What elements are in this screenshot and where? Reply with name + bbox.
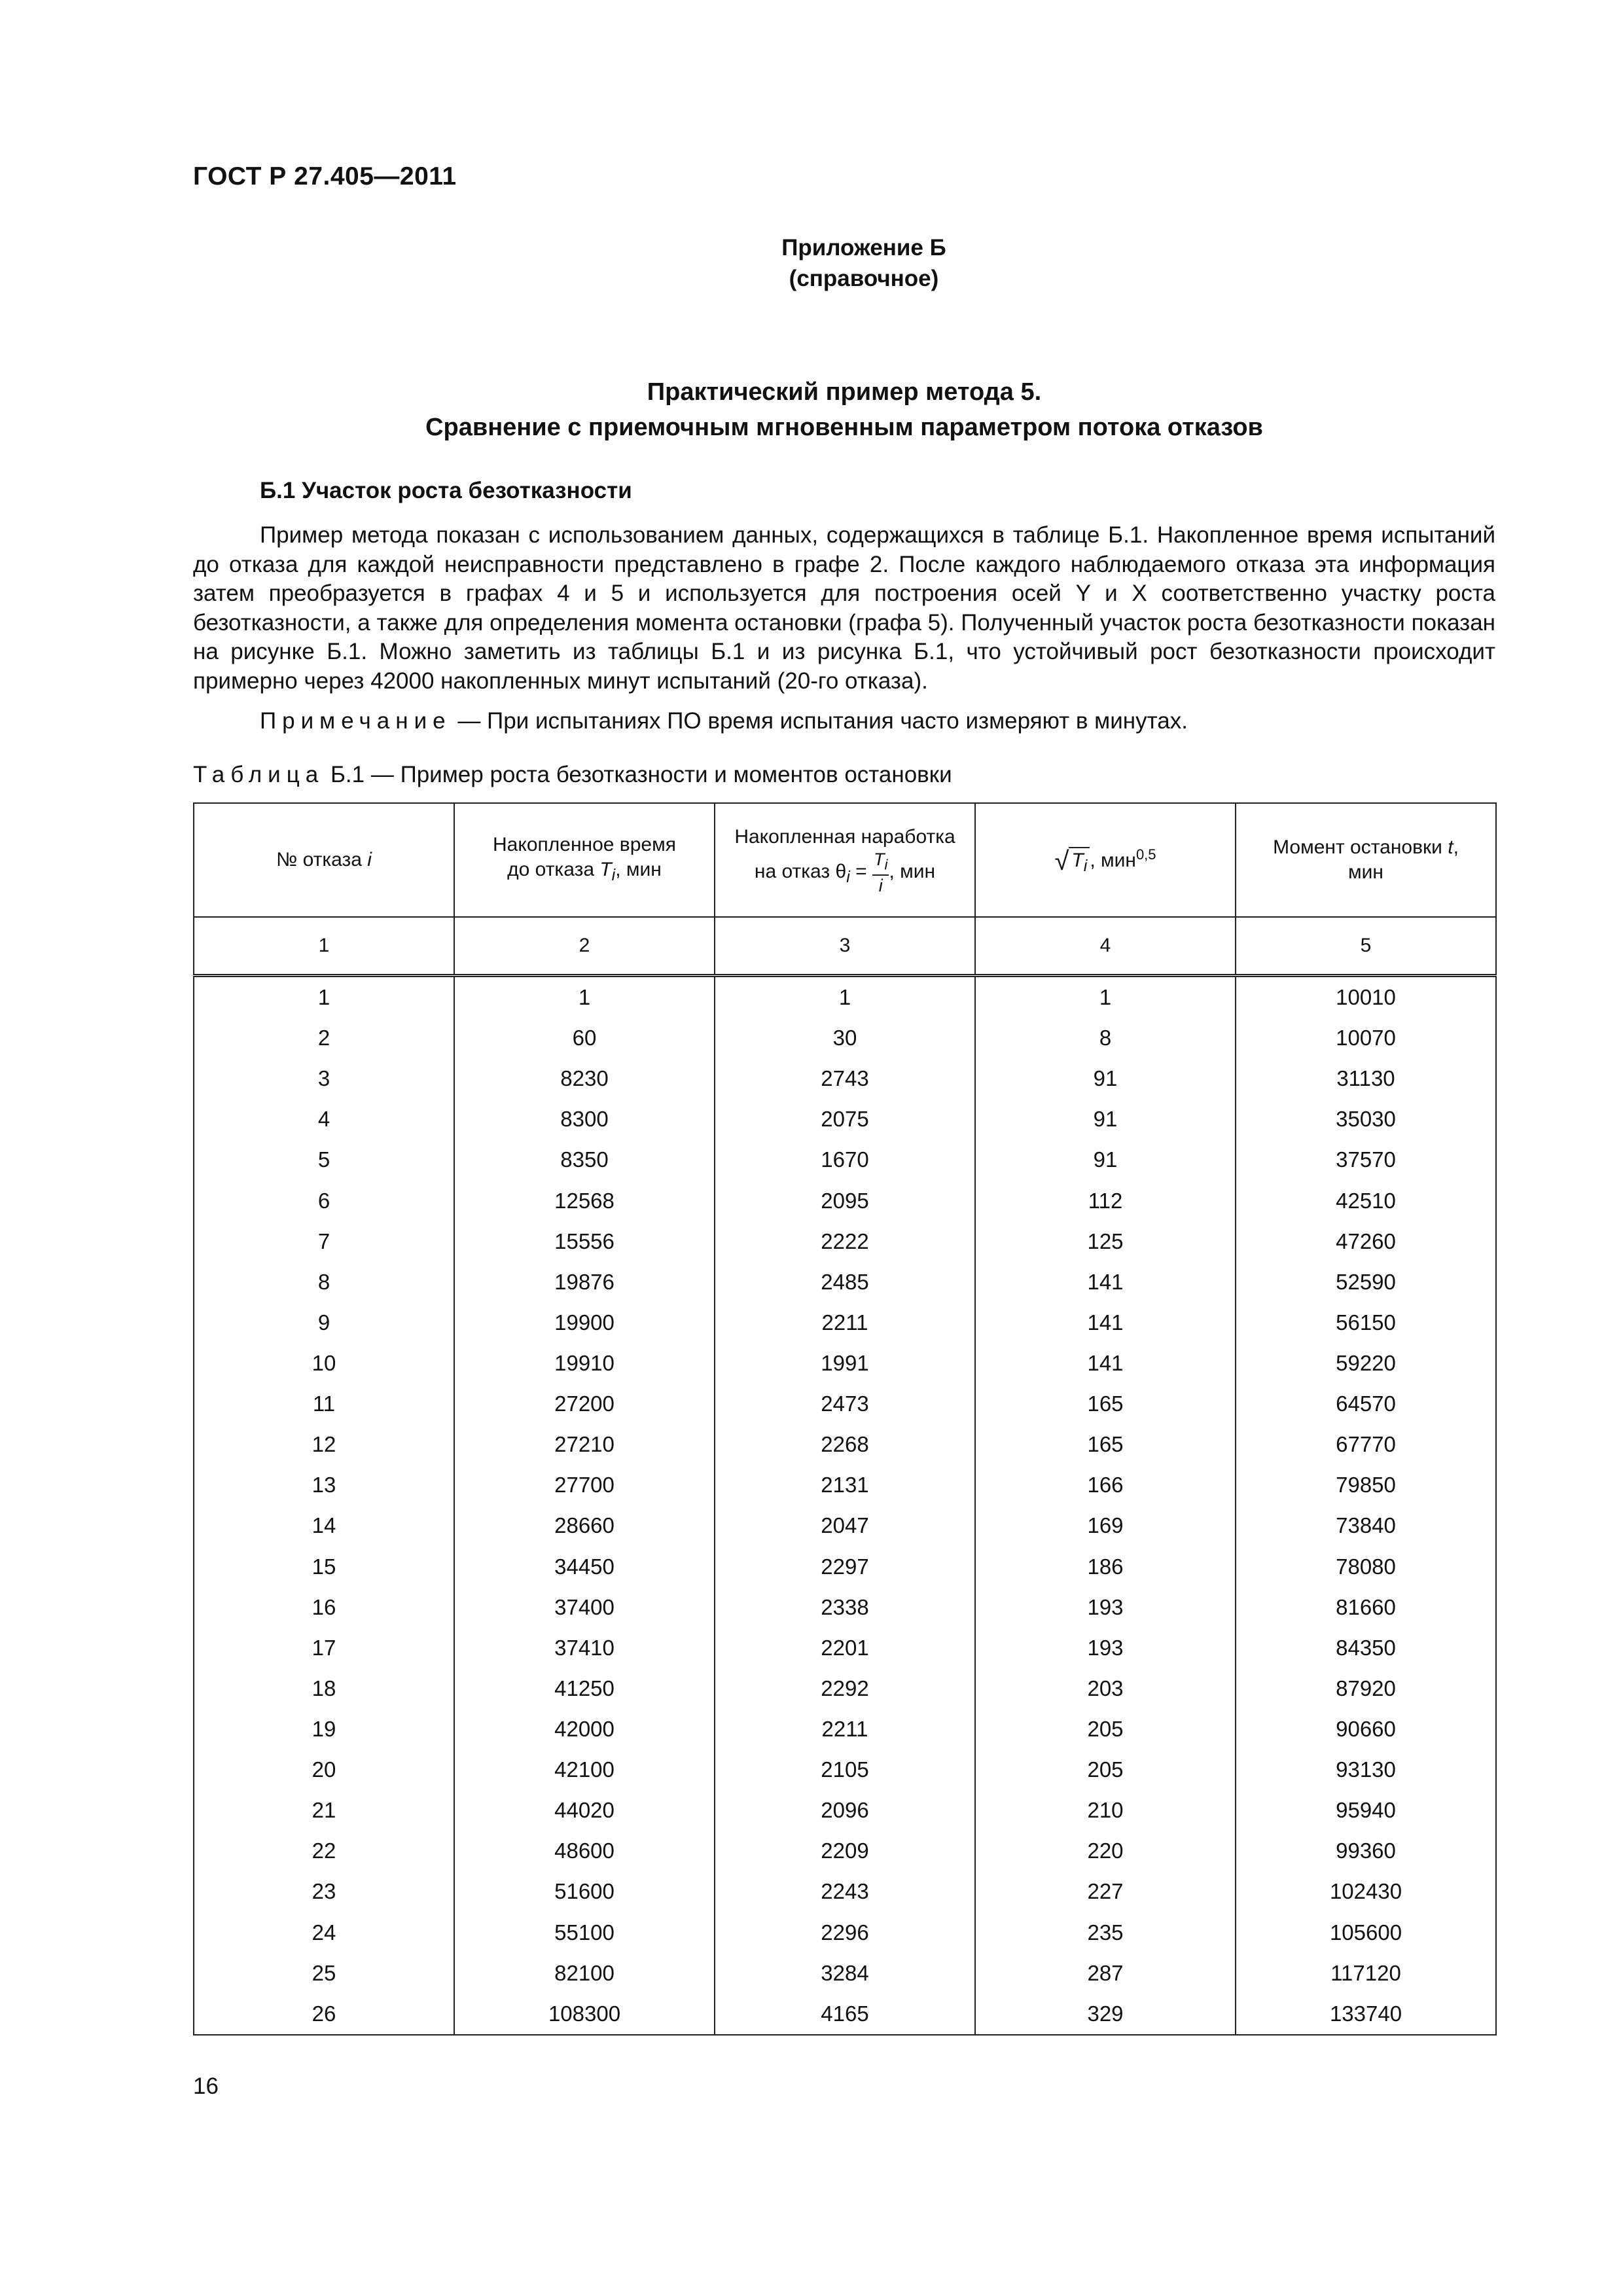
- table-cell: 133740: [1236, 1994, 1496, 2035]
- table-cell: 102430: [1236, 1871, 1496, 1912]
- table-cell: 30: [715, 1018, 975, 1058]
- table-caption-label: Таблица: [193, 762, 325, 787]
- table-cell: 13: [194, 1465, 454, 1505]
- appendix-heading-line1: Практический пример метода 5.: [647, 378, 1042, 406]
- column-number-row: [194, 917, 1496, 976]
- table-cell: 1: [975, 976, 1236, 1018]
- appendix-heading: [193, 374, 1495, 445]
- table-cell: 34450: [454, 1547, 715, 1587]
- table-cell: 79850: [1236, 1465, 1496, 1505]
- table-cell: 14: [194, 1505, 454, 1546]
- table-cell: 2131: [715, 1465, 975, 1505]
- table-row: [194, 1994, 1496, 2035]
- table-row: [194, 1384, 1496, 1424]
- table-cell: 2096: [715, 1790, 975, 1831]
- table-cell: 205: [975, 1749, 1236, 1790]
- appendix-heading-line2: Сравнение с приемочным мгновенным параметром потока отказов: [425, 414, 1263, 441]
- table-cell: 5: [194, 1139, 454, 1180]
- table-row: [194, 1424, 1496, 1465]
- mtbf-fraction: $\frac{T_i}{i}$: [873, 849, 888, 896]
- table-cell: 52590: [1236, 1262, 1496, 1302]
- table-row: [194, 1587, 1496, 1628]
- table-cell: 227: [975, 1871, 1236, 1912]
- table-cell: 1: [194, 976, 454, 1018]
- table-cell: 19900: [454, 1302, 715, 1343]
- table-cell: 42000: [454, 1709, 715, 1749]
- table-cell: 28660: [454, 1505, 715, 1546]
- table-cell: 193: [975, 1587, 1236, 1628]
- table-cell: 2105: [715, 1749, 975, 1790]
- table-cell: 3284: [715, 1953, 975, 1994]
- table-cell: 84350: [1236, 1628, 1496, 1668]
- table-cell: 81660: [1236, 1587, 1496, 1628]
- table-cell: 141: [975, 1262, 1236, 1302]
- table-cell: 112: [975, 1181, 1236, 1221]
- table-cell: 1991: [715, 1343, 975, 1384]
- table-cell: 41250: [454, 1668, 715, 1709]
- table-cell: 329: [975, 1994, 1236, 2035]
- table-cell: 2209: [715, 1831, 975, 1871]
- table-cell: 210: [975, 1790, 1236, 1831]
- table-cell: 27210: [454, 1424, 715, 1465]
- table-cell: 59220: [1236, 1343, 1496, 1384]
- table-cell: 37410: [454, 1628, 715, 1668]
- table-row: [194, 1912, 1496, 1953]
- table-cell: 10070: [1236, 1018, 1496, 1058]
- table-cell: 91: [975, 1139, 1236, 1180]
- table-cell: 15556: [454, 1221, 715, 1262]
- table-row: [194, 1058, 1496, 1099]
- note: [260, 708, 1188, 734]
- table-cell: 2222: [715, 1221, 975, 1262]
- table-cell: 48600: [454, 1831, 715, 1871]
- sqrt-icon: √: [1054, 846, 1069, 876]
- table-cell: 4: [194, 1099, 454, 1139]
- table-cell: 56150: [1236, 1302, 1496, 1343]
- table-cell: 18: [194, 1668, 454, 1709]
- table-cell: 8350: [454, 1139, 715, 1180]
- table-cell: 165: [975, 1384, 1236, 1424]
- table-cell: 2338: [715, 1587, 975, 1628]
- header-cumulative-time: Накопленное время до отказа $T_i$, мин: [454, 803, 715, 917]
- table-cell: 8300: [454, 1099, 715, 1139]
- table-row: [194, 1181, 1496, 1221]
- table-cell: 25: [194, 1953, 454, 1994]
- column-number: 2: [454, 917, 715, 976]
- body-paragraph: Пример метода показан с использованием данных, содержащихся в таблице Б.1. Накопленное время испытаний до отказа для каждой неисправности представлено в графе 2. После каждого наблюдаемого отказа эта информация затем преобразуется в графах 4 и 5 и используется для построения осей Y и X соответственно участку роста безотказности, а также для определения момента остановки (графа 5). Полученный участок роста безотказности показан на рисунке Б.1. Можно заметить из таблицы Б.1 и из рисунка Б.1, что устойчивый рост безотказности происходит примерно через 42000 накопленных минут испытаний (20-го отказа).: [193, 522, 1495, 694]
- table-cell: 16: [194, 1587, 454, 1628]
- table-row: [194, 1709, 1496, 1749]
- table-header-row: [194, 803, 1496, 917]
- table-cell: 37570: [1236, 1139, 1496, 1180]
- table-cell: 19: [194, 1709, 454, 1749]
- table-cell: 2047: [715, 1505, 975, 1546]
- table-cell: 12568: [454, 1181, 715, 1221]
- table-cell: 82100: [454, 1953, 715, 1994]
- table-cell: 67770: [1236, 1424, 1496, 1465]
- table-cell: 2292: [715, 1668, 975, 1709]
- section-heading: Б.1 Участок роста безотказности: [260, 478, 632, 503]
- table-cell: 51600: [454, 1871, 715, 1912]
- table-row: [194, 1628, 1496, 1668]
- table-cell: 12: [194, 1424, 454, 1465]
- header-sqrt-time: √ $T_i$ , мин$^{0,5}$: [975, 803, 1236, 917]
- table-row: [194, 1505, 1496, 1546]
- gost-identifier: ГОСТ Р 27.405—2011: [193, 162, 457, 190]
- table-cell: 166: [975, 1465, 1236, 1505]
- column-number: 1: [194, 917, 454, 976]
- table-cell: 2095: [715, 1181, 975, 1221]
- table-cell: 2243: [715, 1871, 975, 1912]
- table-row: [194, 1221, 1496, 1262]
- table-cell: 2211: [715, 1302, 975, 1343]
- table-cell: 91: [975, 1058, 1236, 1099]
- table-cell: 1: [715, 976, 975, 1018]
- table-row: [194, 976, 1496, 1018]
- table-cell: 235: [975, 1912, 1236, 1953]
- page-number: 16: [193, 2073, 219, 2099]
- table-cell: 10: [194, 1343, 454, 1384]
- table-caption: [193, 762, 952, 788]
- table-cell: 8230: [454, 1058, 715, 1099]
- table-cell: 8: [975, 1018, 1236, 1058]
- table-cell: 95940: [1236, 1790, 1496, 1831]
- table-cell: 117120: [1236, 1953, 1496, 1994]
- table-cell: 21: [194, 1790, 454, 1831]
- table-cell: 2201: [715, 1628, 975, 1668]
- header-cumulative-mtbf: Накопленная наработка на отказ $\theta_i$ = $\frac{T_i}{i}$ , мин: [715, 803, 975, 917]
- table-body: [194, 976, 1496, 2036]
- table-cell: 19876: [454, 1262, 715, 1302]
- appendix-type: (справочное): [789, 266, 939, 291]
- table-row: [194, 1547, 1496, 1587]
- table-cell: 22: [194, 1831, 454, 1871]
- table-cell: 2296: [715, 1912, 975, 1953]
- column-number: 4: [975, 917, 1236, 976]
- table-row: [194, 1790, 1496, 1831]
- table-cell: 31130: [1236, 1058, 1496, 1099]
- header-stop-moment: Момент остановки t, мин: [1236, 803, 1496, 917]
- table-cell: 55100: [454, 1912, 715, 1953]
- table-row: [194, 1953, 1496, 1994]
- table-cell: 2743: [715, 1058, 975, 1099]
- table-row: [194, 1302, 1496, 1343]
- table-cell: 2485: [715, 1262, 975, 1302]
- table-row: [194, 1099, 1496, 1139]
- table-cell: 186: [975, 1547, 1236, 1587]
- table-cell: 2: [194, 1018, 454, 1058]
- data-table: [193, 802, 1497, 2036]
- table-cell: 203: [975, 1668, 1236, 1709]
- table-cell: 2268: [715, 1424, 975, 1465]
- table-cell: 99360: [1236, 1831, 1496, 1871]
- table-cell: 91: [975, 1099, 1236, 1139]
- table-row: [194, 1139, 1496, 1180]
- table-cell: 1: [454, 976, 715, 1018]
- table-row: [194, 1018, 1496, 1058]
- table-cell: 10010: [1236, 976, 1496, 1018]
- table-cell: 90660: [1236, 1709, 1496, 1749]
- table-cell: 93130: [1236, 1749, 1496, 1790]
- table-row: [194, 1465, 1496, 1505]
- header-failure-number: № отказа i: [194, 803, 454, 917]
- table-cell: 64570: [1236, 1384, 1496, 1424]
- table-cell: 220: [975, 1831, 1236, 1871]
- table-cell: 44020: [454, 1790, 715, 1831]
- table-cell: 3: [194, 1058, 454, 1099]
- column-number: 3: [715, 917, 975, 976]
- table-caption-text: Б.1 — Пример роста безотказности и моментов остановки: [324, 762, 952, 787]
- table-cell: 78080: [1236, 1547, 1496, 1587]
- table-cell: 11: [194, 1384, 454, 1424]
- note-text: — При испытаниях ПО время испытания часто измеряют в минутах.: [451, 708, 1188, 734]
- table-cell: 37400: [454, 1587, 715, 1628]
- table-cell: 27200: [454, 1384, 715, 1424]
- table-cell: 141: [975, 1343, 1236, 1384]
- table-cell: 287: [975, 1953, 1236, 1994]
- note-label: Примечание: [260, 708, 452, 734]
- table-row: [194, 1871, 1496, 1912]
- table-cell: 205: [975, 1709, 1236, 1749]
- table-cell: 35030: [1236, 1099, 1496, 1139]
- table-cell: 19910: [454, 1343, 715, 1384]
- table-cell: 2075: [715, 1099, 975, 1139]
- table-cell: 193: [975, 1628, 1236, 1668]
- table-cell: 23: [194, 1871, 454, 1912]
- table-cell: 73840: [1236, 1505, 1496, 1546]
- table-cell: 165: [975, 1424, 1236, 1465]
- table-row: [194, 1343, 1496, 1384]
- table-cell: 6: [194, 1181, 454, 1221]
- table-cell: 108300: [454, 1994, 715, 2035]
- table-cell: 7: [194, 1221, 454, 1262]
- table-cell: 20: [194, 1749, 454, 1790]
- appendix-title: Приложение Б: [781, 235, 946, 260]
- table-cell: 47260: [1236, 1221, 1496, 1262]
- table-cell: 2211: [715, 1709, 975, 1749]
- table-cell: 27700: [454, 1465, 715, 1505]
- column-number: 5: [1236, 917, 1496, 976]
- table-cell: 4165: [715, 1994, 975, 2035]
- table-cell: 9: [194, 1302, 454, 1343]
- table-cell: 26: [194, 1994, 454, 2035]
- table-row: [194, 1668, 1496, 1709]
- table-row: [194, 1831, 1496, 1871]
- table-cell: 24: [194, 1912, 454, 1953]
- table-cell: 1670: [715, 1139, 975, 1180]
- table-row: [194, 1262, 1496, 1302]
- table-cell: 141: [975, 1302, 1236, 1343]
- appendix-label: [654, 232, 1073, 294]
- table-cell: 17: [194, 1628, 454, 1668]
- table-row: [194, 1749, 1496, 1790]
- table-cell: 125: [975, 1221, 1236, 1262]
- table-cell: 105600: [1236, 1912, 1496, 1953]
- table-cell: 60: [454, 1018, 715, 1058]
- table-cell: 169: [975, 1505, 1236, 1546]
- table-cell: 2297: [715, 1547, 975, 1587]
- table-cell: 42510: [1236, 1181, 1496, 1221]
- table-cell: 42100: [454, 1749, 715, 1790]
- table-cell: 2473: [715, 1384, 975, 1424]
- table-cell: 8: [194, 1262, 454, 1302]
- table-cell: 15: [194, 1547, 454, 1587]
- table-cell: 87920: [1236, 1668, 1496, 1709]
